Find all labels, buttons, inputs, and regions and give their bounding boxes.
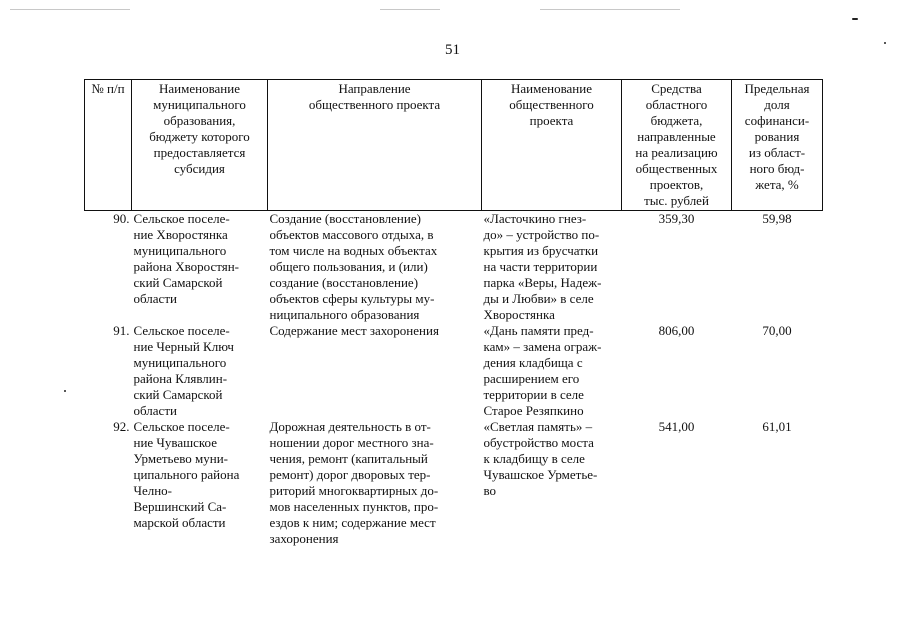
project-cell bbox=[482, 323, 622, 419]
cell-text-line: ние Чувашское bbox=[133, 435, 217, 450]
cell-text-line: общественного bbox=[509, 97, 594, 112]
cell-text-line: «Ласточкино гнез- bbox=[483, 211, 587, 226]
cell-text-line: доля bbox=[764, 97, 790, 112]
cell-text-line: риторий многоквартирных до- bbox=[269, 483, 439, 498]
project-cell bbox=[482, 211, 622, 324]
funds-cell: 541,00 bbox=[658, 419, 695, 434]
scan-line-top-right bbox=[540, 9, 680, 10]
cell-text-line: проекта bbox=[529, 113, 574, 128]
cell-text-line: Наименование bbox=[159, 81, 240, 96]
project-cell bbox=[482, 419, 622, 547]
cell-text-line: Направление bbox=[338, 81, 411, 96]
cell-text-line: муниципального bbox=[133, 243, 227, 258]
cell-text-line: на части территории bbox=[483, 259, 598, 274]
cell-text-line: объектов сферы культуры му- bbox=[269, 291, 435, 306]
cell-text-line: ский Самарской bbox=[133, 275, 223, 290]
cell-text-line: Сельское поселе- bbox=[133, 419, 230, 434]
cell-text-line: муниципального bbox=[153, 97, 246, 112]
cell-text-line: общественных bbox=[635, 161, 718, 176]
cell-text-line: Дорожная деятельность в от- bbox=[269, 419, 431, 434]
header-municipality bbox=[132, 80, 268, 211]
cell-text-line: обустройство моста bbox=[483, 435, 594, 450]
cell-text-line: ношении дорог местного зна- bbox=[269, 435, 434, 450]
cell-text-line: марской области bbox=[133, 515, 226, 530]
cell-text-line: ниципального образования bbox=[269, 307, 420, 322]
cell-text-line: расширением его bbox=[483, 371, 580, 386]
direction-cell bbox=[268, 323, 482, 419]
funds-cell: 806,00 bbox=[658, 323, 695, 338]
direction-cell bbox=[268, 419, 482, 547]
cell-text-line: Наименование bbox=[511, 81, 592, 96]
cell-text-line: областного bbox=[645, 97, 708, 112]
scan-line-top-left bbox=[10, 9, 130, 10]
row-number: 92. bbox=[113, 419, 130, 434]
cell-text-line: Урметьево муни- bbox=[133, 451, 229, 466]
cell-text-line: создание (восстановление) bbox=[269, 275, 419, 290]
cell-text-line: общего пользования, и (или) bbox=[269, 259, 428, 274]
cell-text-line: парка «Веры, Надеж- bbox=[483, 275, 602, 290]
cell-text-line: Содержание мест захоронения bbox=[269, 323, 439, 338]
share-cell: 61,01 bbox=[762, 419, 792, 434]
cell-text-line: дения кладбища с bbox=[483, 355, 583, 370]
header-direction bbox=[268, 80, 482, 211]
row-number: 91. bbox=[113, 323, 130, 338]
cell-text-line: Создание (восстановление) bbox=[269, 211, 421, 226]
cell-text-line: области bbox=[133, 291, 177, 306]
cell-text-line: мов населенных пунктов, про- bbox=[269, 499, 439, 514]
header-project bbox=[482, 80, 622, 211]
cell-text-line: № п/п bbox=[91, 81, 125, 96]
scan-speck bbox=[64, 390, 66, 392]
cell-text-line: проектов, bbox=[649, 177, 704, 192]
header-share bbox=[732, 80, 823, 211]
table-body bbox=[85, 211, 823, 548]
table-row bbox=[85, 419, 823, 547]
cell-text-line: жета, % bbox=[755, 177, 799, 192]
cell-text-line: софинанси- bbox=[744, 113, 810, 128]
cell-text-line: Сельское поселе- bbox=[133, 323, 230, 338]
cell-text-line: Хворостянка bbox=[483, 307, 555, 322]
cell-text-line: из област- bbox=[748, 145, 806, 160]
cell-text-line: Сельское поселе- bbox=[133, 211, 230, 226]
cell-text-line: предоставляется bbox=[153, 145, 246, 160]
cell-text-line: крытия из брусчатки bbox=[483, 243, 599, 258]
cell-text-line: «Дань памяти пред- bbox=[483, 323, 594, 338]
municipality-cell bbox=[132, 323, 268, 419]
cell-text-line: рования bbox=[754, 129, 800, 144]
scan-speck bbox=[852, 18, 858, 20]
cell-text-line: образования, bbox=[163, 113, 236, 128]
cell-text-line: ципального района bbox=[133, 467, 240, 482]
subsidy-table bbox=[84, 79, 823, 547]
cell-text-line: том числе на водных объектах bbox=[269, 243, 438, 258]
municipality-cell bbox=[132, 211, 268, 324]
cell-text-line: Челно- bbox=[133, 483, 172, 498]
cell-text-line: общественного проекта bbox=[308, 97, 441, 112]
cell-text-line: захоронения bbox=[269, 531, 339, 546]
cell-text-line: района Хворостян- bbox=[133, 259, 240, 274]
row-number: 90. bbox=[113, 211, 130, 226]
cell-text-line: объектов массового отдыха, в bbox=[269, 227, 434, 242]
cell-text-line: Предельная bbox=[744, 81, 810, 96]
page-number: 51 bbox=[445, 42, 460, 58]
cell-text-line: Чувашское Урметье- bbox=[483, 467, 598, 482]
cell-text-line: области bbox=[133, 403, 177, 418]
cell-text-line: ние Черный Ключ bbox=[133, 339, 234, 354]
header-funds bbox=[622, 80, 732, 211]
cell-text-line: ного бюд- bbox=[749, 161, 805, 176]
cell-text-line: до» – устройство по- bbox=[483, 227, 600, 242]
cell-text-line: ремонт) дорог дворовых тер- bbox=[269, 467, 431, 482]
cell-text-line: чения, ремонт (капитальный bbox=[269, 451, 428, 466]
header-row bbox=[85, 80, 823, 211]
cell-text-line: Старое Резяпкино bbox=[483, 403, 584, 418]
table-header bbox=[85, 80, 823, 211]
cell-text-line: ездов к ним; содержание мест bbox=[269, 515, 436, 530]
scan-line-top-mid bbox=[380, 9, 440, 10]
header-number bbox=[85, 80, 132, 211]
cell-text-line: ды и Любви» в селе bbox=[483, 291, 594, 306]
funds-cell: 359,30 bbox=[658, 211, 695, 226]
cell-text-line: бюджету которого bbox=[149, 129, 250, 144]
table-row bbox=[85, 211, 823, 324]
cell-text-line: района Клявлин- bbox=[133, 371, 228, 386]
cell-text-line: бюджета, bbox=[650, 113, 703, 128]
cell-text-line: кам» – замена ограж- bbox=[483, 339, 602, 354]
cell-text-line: муниципального bbox=[133, 355, 227, 370]
cell-text-line: ский Самарской bbox=[133, 387, 223, 402]
cell-text-line: территории в селе bbox=[483, 387, 584, 402]
cell-text-line: тыс. рублей bbox=[644, 193, 709, 208]
share-cell: 59,98 bbox=[762, 211, 792, 226]
cell-text-line: субсидия bbox=[174, 161, 225, 176]
cell-text-line: направленные bbox=[637, 129, 716, 144]
direction-cell bbox=[268, 211, 482, 324]
municipality-cell bbox=[132, 419, 268, 547]
share-cell: 70,00 bbox=[762, 323, 792, 338]
cell-text-line: во bbox=[483, 483, 497, 498]
table-row bbox=[85, 323, 823, 419]
cell-text-line: ние Хворостянка bbox=[133, 227, 228, 242]
cell-text-line: Средства bbox=[651, 81, 702, 96]
cell-text-line: «Светлая память» – bbox=[483, 419, 593, 434]
cell-text-line: Вершинский Са- bbox=[133, 499, 227, 514]
cell-text-line: на реализацию bbox=[635, 145, 718, 160]
cell-text-line: к кладбищу в селе bbox=[483, 451, 585, 466]
